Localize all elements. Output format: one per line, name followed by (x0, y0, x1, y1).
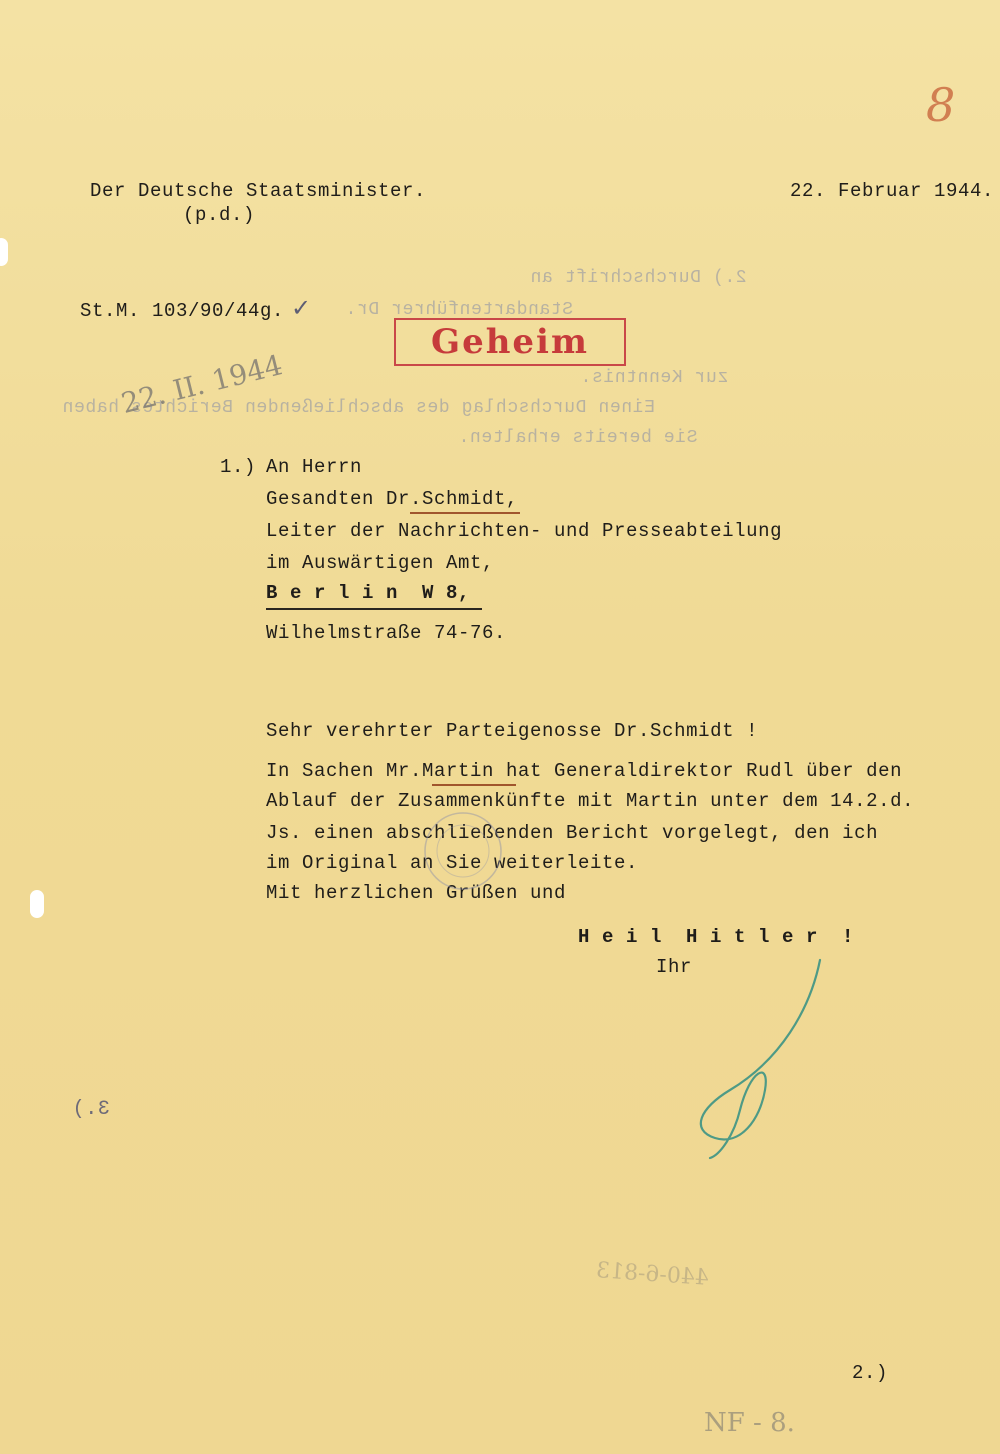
punch-hole-bottom (30, 890, 44, 918)
berlin-underline (266, 608, 482, 610)
address-line6: Wilhelmstraße 74-76. (266, 622, 507, 644)
address-line3: Leiter der Nachrichten- und Presseabteilung (266, 520, 783, 542)
body-line5: Mit herzlichen Grüßen und (266, 882, 567, 904)
address-line1: An Herrn (266, 456, 363, 478)
body-line4: im Original an Sie weiterleite. (266, 852, 639, 874)
mirror-line2: Standartenführer Dr. (345, 300, 574, 320)
closing-heil: H e i l H i t l e r ! (578, 926, 855, 948)
closing-ihr: Ihr (656, 956, 693, 978)
archive-number-annotation: 440-6-813 (595, 1258, 710, 1291)
signature-icon (670, 950, 850, 1160)
body-line3: Js. einen abschließenden Bericht vorgelegt, den ich (266, 822, 879, 844)
geheim-stamp (394, 318, 626, 366)
address-numbering: 1.) (220, 456, 257, 478)
mirror-line1: 2.) Durchschrift an (530, 268, 747, 288)
sender-line2: (p.d.) (183, 204, 256, 226)
pencil-date-annotation: 22. II. 1944 (118, 348, 286, 421)
checkmark-icon: ✓ (291, 294, 312, 322)
body-line2: Ablauf der Zusammenkünfte mit Martin unter dem 14.2.d. (266, 790, 915, 812)
stamp-label: Geheim (431, 322, 589, 362)
mirror-line3: zur Kenntnis. (580, 368, 729, 388)
punch-hole-top (0, 238, 8, 266)
address-line2: Gesandten Dr.Schmidt, (266, 488, 519, 510)
salutation: Sehr verehrter Parteigenosse Dr.Schmidt ! (266, 720, 759, 742)
address-line5: B e r l i n W 8, (266, 582, 471, 604)
round-stamp-icon (418, 806, 508, 896)
mirror-line5: Sie bereits erhalten. (458, 428, 698, 448)
page-number-annotation: 8 (926, 78, 956, 132)
schmidt-underline (410, 512, 520, 514)
page-continuation: 2.) (852, 1362, 889, 1384)
footer-annotation: NF - 8. (704, 1408, 795, 1438)
mirror-line4: Einen Durchschlag des abschließenden Berichtes haben (62, 398, 655, 418)
document-date: 22. Februar 1944. (790, 180, 995, 202)
sender-line1: Der Deutsche Staatsminister. (90, 180, 427, 202)
margin-note: 3.) (72, 1098, 110, 1121)
address-line4: im Auswärtigen Amt, (266, 552, 495, 574)
reference-number: St.M. 103/90/44g. (80, 300, 285, 322)
body-line1: In Sachen Mr.Martin hat Generaldirektor Rudl über den (266, 760, 903, 782)
martin-underline (432, 784, 516, 786)
